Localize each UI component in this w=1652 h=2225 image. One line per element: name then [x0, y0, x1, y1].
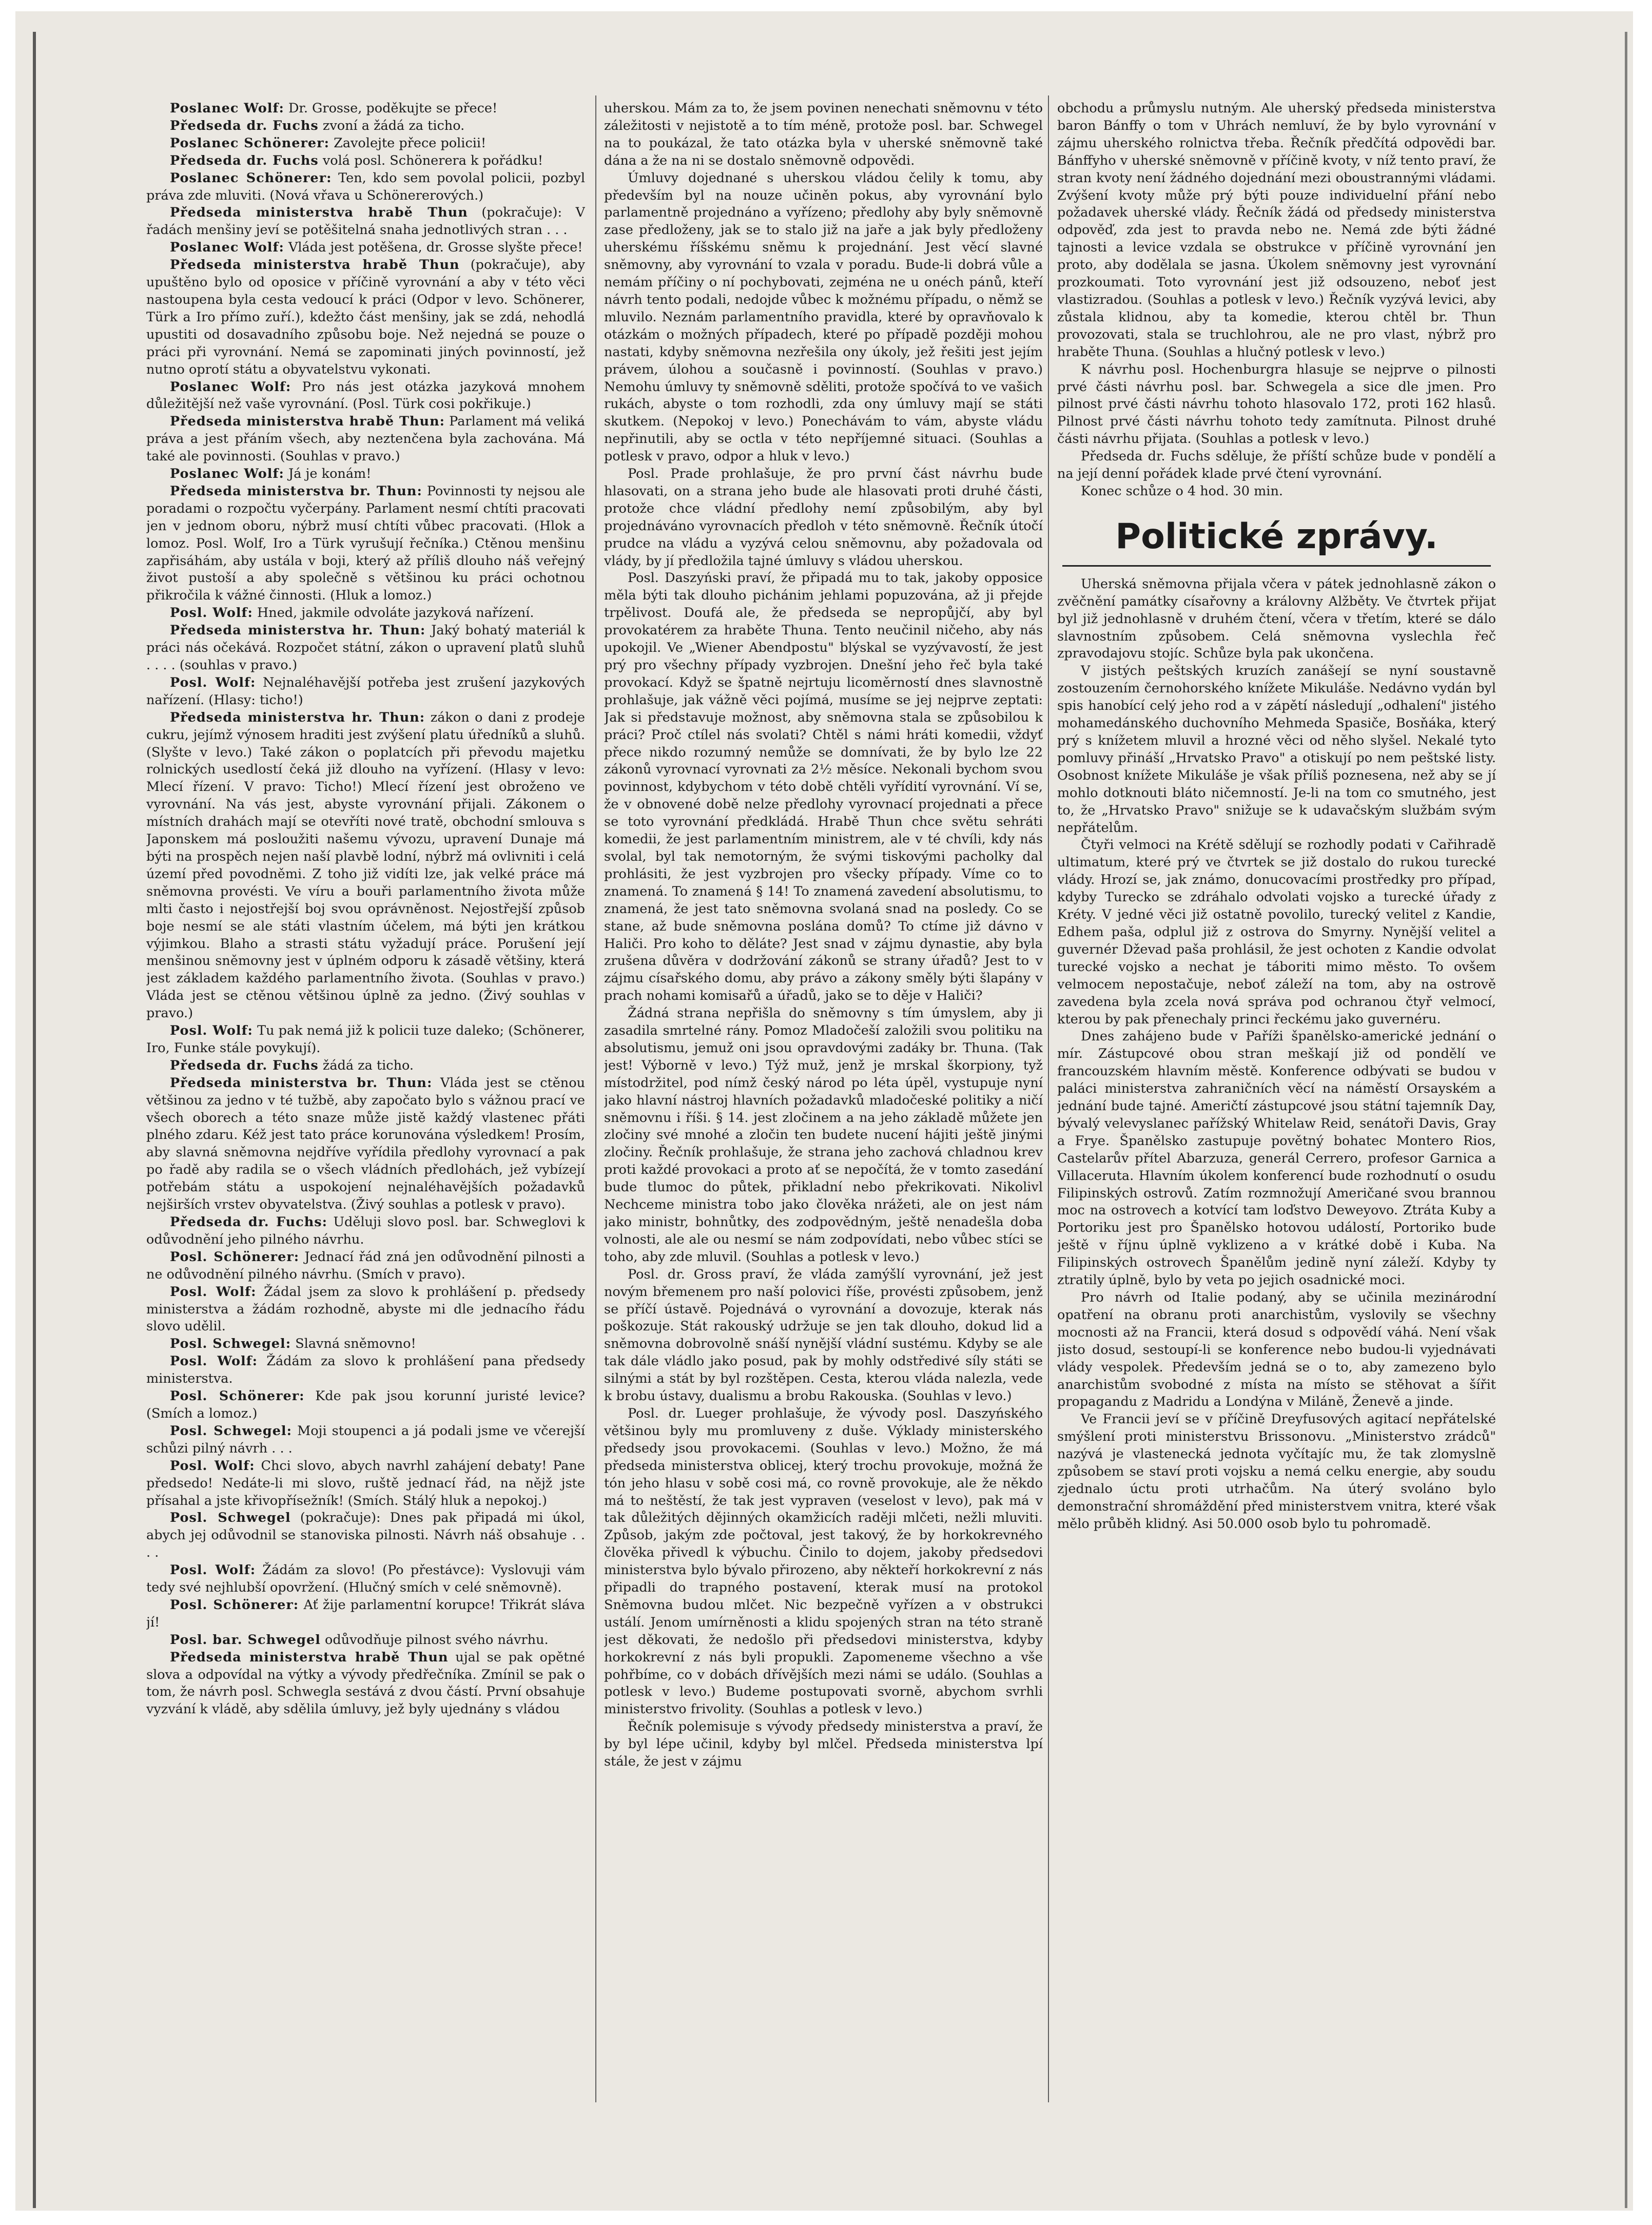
speech-paragraph [146, 1423, 585, 1458]
speech-text: odůvodňuje pilnost svého návrhu. [320, 1632, 549, 1648]
speech-paragraph [146, 1353, 585, 1388]
speaker-name: Poslanec Wolf: [170, 101, 284, 116]
speech-text: Zavolejte přece policii! [329, 135, 487, 151]
speech-paragraph [146, 622, 585, 674]
speech-paragraph [146, 466, 585, 483]
speech-paragraph [146, 1284, 585, 1336]
speech-text: Uděluji slovo posl. bar. Schweglovi k odůvodnění jeho pilného návrhu. [146, 1214, 585, 1247]
speaker-name: Předseda ministerstva hrabě Thun [170, 257, 460, 273]
speech-paragraph [146, 674, 585, 709]
speech-text: zákon o dani z prodeje cukru, jejímž výnosem hraditi jest zvýšení platu úředníků a sluhů. (Slyšte v levo.) Také zákon o poplatcích při převodu majetku rolnických usedlostí čeká již dlouho na vyřízení. (Hlasy v levo: Mlecí řízení. V pravo: Ticho!) Mlecí řízení jest obroženo ve vyrovnání. Na vás jest, abyste vyrovnání přijali. Zákonem o místních drahách mají se otevříti nové tratě, obchodní smlouva s Japonskem má posloužiti našemu vývozu, upravení Dunaje má býti na prospěch nejen naší plavbě lodní, nýbrž má ovlivniti i celá území před povodněmi. Z toho již vidíti lze, jak velké práce má sněmovna provésti. Ve víru a bouři parlamentního života může mlti často i nejostřejší boj svou oprávněnost. Nejostřejší způsob boje nesmí se ale státi vlastním účelem, má býti jen krátkou výjimkou. Blaho a strasti státu vyžadují práce. Porušení její menšinou sněmovny jest v úplném odporu k zásadě většiny, která jest základem každého parlamentního života. (Souhlas v pravo.) Vláda jest se ctěnou většinou úplně za jedno. (Živý souhlas v pravo.) [146, 709, 585, 1021]
article-paragraph: V jistých peštských kruzích zanášejí se nyní soustavně zostouzením černohorského knížete Mikuláše. Nedávno vydán byl spis hanobící celý jeho rod a v zápětí následují „odhalení" jistého mohamedánského duchovního Mehmeda Spasiče, Bosňáka, který prý s knížetem mluvil a hrozné věci od něho slyšel. Nekalé tyto pomluvy přináší „Hrvatsko Pravo" a otiskují po nem peštské listy. Osobnost knížete Mikuláše je však příliš poznesena, než aby se jí mohlo dotknouti bláto ničemností. Je-li na tom co smutného, jest to, že „Hrvatsko Pravo" snižuje se k udavačským službám svým nepřátelům. [1057, 663, 1496, 836]
speaker-name: Posl. Wolf: [170, 1562, 256, 1578]
speaker-name: Posl. Schwegel [170, 1510, 291, 1526]
speaker-name: Poslanec Wolf: [170, 466, 284, 482]
speech-text: Chci slovo, abych navrhl zahájení debaty! Pane předsedo! Nedáte-li mi slovo, ruště jednací řád, na nějž jste přísahal a jste křivopřísežník! (Smích. Stálý hluk a nepokoj.) [146, 1458, 585, 1508]
speech-paragraph [146, 204, 585, 239]
speaker-name: Posl. Wolf: [170, 674, 256, 690]
article-paragraph: Dnes zahájeno bude v Paříži španělsko-americké jednání o mír. Zástupcové obou stran meškají již od pondělí ve francouzském hlavním městě. Konference odbývati se budou v paláci ministerstva zahraničních věcí na náměstí Orsayském a jednání bude tajné. Američtí zástupcové jsou státní tajemník Day, bývalý velevyslanec pařížský Whitelaw Reid, senátoři Davis, Gray a Frye. Španělsko zastupuje povětný bohatec Montero Rios, Castelarův přítel Abarzuza, generál Cerrero, profesor Garnica a Villaceruta. Hlavním úkolem konferencí bude rozhodnutí o osudu Filipinských ostrovů. Zatím rozmnožují Američané svou brannou moc na ostrovech a kotvící tam loďstvo Deweyovo. Ztráta Kuby a Portoriku jest pro Španělsko hotovou událostí, Portoriko bude ještě v říjnu úplně vyklizeno a v krátké době i Kuba. Na Filipinských ostrovech Španělům jedině nyní záleží. Kdyby ty ztratily úplně, bylo by veta po jejich osadnické moci. [1057, 1029, 1496, 1288]
speech-text: Tu pak nemá již k policii tuze daleko; (Schönerer, Iro, Funke stále povykují). [146, 1023, 585, 1056]
speech-text: Žádám za slovo! (Po přestávce): Vyslovuji vám tedy své nejhlubší opovržení. (Hlučný smích v celé sněmovně). [146, 1562, 585, 1596]
column-right [1057, 100, 1496, 2102]
speech-text: žádá za ticho. [318, 1057, 414, 1073]
speaker-name: Posl. bar. Schwegel [170, 1632, 321, 1648]
column-rule [595, 95, 596, 2102]
speech-text: volá posl. Schönerera k pořádku! [318, 152, 543, 168]
speech-paragraph [146, 257, 585, 378]
speech-text: Moji stoupenci a já podali jsme ve včerejší schůzi pilný návrh . . . [146, 1423, 585, 1456]
speech-paragraph [146, 1249, 585, 1284]
article-paragraph: obchodu a průmyslu nutným. Ale uherský předseda ministerstva baron Bánffy o tom v Uhrách nemluví, že by bylo vyrovnání v zájmu uherského rolnictva třeba. Řečník předčítá odpovědi bar. Bánffyho v uherské sněmovně v příčině kvoty, v níž tento praví, že stran kvoty není žádného dojednání mezi oboustrannými vládami. Zvýšení kvoty může prý býti pouze individuelní přání nebo požadavek uherské vlády. Řečník žádá od předsedy ministerstva odpověď, zda jest to pravda nebo ne. Nemá zde býti žádné tajnosti a levice vzdala se obstrukce v příčině vyrovnání jen proto, aby dodělala se jasna. Úkolem sněmovny jest vyrovnání prozkoumati. Toto vyrovnání jest již odsouzeno, neboť jest vlastizradou. (Souhlas a potlesk v levo.) Řečník vyzývá levici, aby zůstala klidnou, aby ta komedie, kterou chtěl br. Thun provozovati, stala se truchlohrou, ale ne pro vlast, nýbrž pro hraběte Thuna. (Souhlas a hlučný potlesk v levo.) [1057, 101, 1496, 360]
speaker-name: Posl. Schwegel: [170, 1423, 293, 1439]
speaker-name: Posl. Wolf: [170, 1458, 255, 1474]
article-paragraph: Předseda dr. Fuchs sděluje, že příští schůze bude v pondělí a na její denní pořádek klade prvé čtení vyrovnání. [1057, 449, 1496, 482]
column-middle [604, 100, 1043, 2102]
speaker-name: Předseda ministerstva hrabě Thun [170, 1649, 449, 1665]
speech-paragraph [146, 1562, 585, 1597]
speaker-name: Předseda ministerstva hr. Thun: [170, 709, 425, 725]
speech-paragraph [146, 100, 585, 118]
article-paragraph: Konec schůze o 4 hod. 30 min. [1081, 483, 1283, 499]
speech-paragraph [146, 118, 585, 135]
speech-text: Já je konám! [284, 466, 372, 482]
speaker-name: Předseda dr. Fuchs: [170, 1214, 328, 1230]
article-paragraph: Čtyři velmoci na Krétě sdělují se rozhodly podati v Cařihradě ultimatum, které prý ve čtvrtek se již dostalo do rukou turecké vlády. Hrozí se, jak známo, donucovacími prostředky pro případ, kdyby Turecko se zdráhalo odvolati vojsko a turecké úřady z Kréty. V jedné věci již ostatně povolilo, turecký velitel z Kandie, Edhem paša, odplul již z ostrova do Smyrny. Nynější velitel a guvernér Dževad paša prohlásil, že jest ochoten z Kandie odvolat turecké vojsko a nechat je táboriti mimo město. To ovšem velmocem nepostačuje, neboť záleží na tom, aby na ostrově zavedena byla zcela nová správa pod ochranou čtyř velmocí, kterou by pak přenechaly princi řeckému jako guvernéru. [1057, 837, 1496, 1027]
speech-text: Slavná sněmovno! [291, 1336, 416, 1352]
speaker-name: Předseda ministerstva br. Thun: [170, 483, 422, 499]
speaker-name: Posl. Wolf: [170, 1284, 257, 1300]
article-paragraph: Úmluvy dojednané s uherskou vládou čelily k tomu, aby především byl na nouze učiněn pokus, aby vyrovnání bylo parlamentně projednáno a vyřízeno; předlohy aby byly sněmovně zase předloženy, jak se to stalo již na jaře a jak byly předloženy uherskému říšskému sněmu k projednání. Jest věcí slavné sněmovny, aby vyrovnání to vzala v poradu. Bude-li dobrá vůle a nemám příčiny o ní pochybovati, zejména ne u onéch pánů, kteří návrh tento podali, nedojde vůbec k možnému případu, o němž se mluvilo. Neznám parlamentního pravidla, které by opravňovalo k otázkám o možných případech, které po případě později mohou nastati, kdyby sněmovna nezřešila ony úkoly, jež řešiti jest jejím právem, úlohou a současně i povinností. (Souhlas v pravo.) Nemohu úmluvy ty sněmovně sděliti, protože spočívá to ve vašich rukách, abyste o tom rozhodli, zda ony úmluvy mají se státi skutkem. (Nepokoj v levo.) Ponechávám to vám, abyste vládu nepřinutili, aby se octla v této nepříjemné situaci. (Souhlas a potlesk v pravo, odpor a hluk v levo.) [604, 170, 1043, 465]
scan-edge-right [1625, 32, 1627, 2208]
speech-paragraph [146, 413, 585, 466]
speech-text: Žádám za slovo k prohlášení pana předsedy ministerstva. [146, 1353, 585, 1387]
column-right-bottom [1057, 576, 1496, 1533]
speech-paragraph [146, 1075, 585, 1214]
speaker-name: Posl. Schönerer: [170, 1249, 300, 1265]
speech-paragraph [146, 483, 585, 605]
speech-text: Ať žije parlamentní korupce! Třikrát sláva jí! [146, 1597, 585, 1630]
speech-text: Pro nás jest otázka jazyková mnohem důležitější než vaše vyrovnání. (Posl. Türk cosi pokřikuje.) [146, 379, 585, 412]
speech-paragraph [146, 1632, 585, 1649]
speaker-name: Předseda ministerstva br. Thun: [170, 1075, 433, 1091]
article-paragraph: Posl. Daszyński praví, že připadá mu to tak, jakoby opposice měla býti tak dlouho pichánim jehlami popuzována, až ji přejde trpělivost. Doufá ale, že předseda se nepropůjčí, aby byl provokatérem za hraběte Thuna. Tento neučinil ničeho, aby nás upokojil. Ve „Wiener Abendpostu" blýskal se vyzývavostí, že jest prý pro všechny případy vyzbrojen. Dnešní jeho řeč byla také provokací. Když se špatně nejrtuju licoměrností dnes slavnostně prohlašuje, jak vážně věci pojímá, musíme se jej nejprve zeptati: Jak si představuje možnost, aby sněmovna stala se způsobilou k práci? Proč ctílel nás svolati? Chtěl s námi hráti komedii, vždyť přece nikdo rozumný nemůže se domnívati, že by bylo lze 22 zákonů vyrovnací vyrovnati za 2½ měsíce. Nekonali bychom svou povinnost, kdybychom v této době chtěli vyřídití vyrovnání. Ví se, že v obnovené době nelze předlohy vyrovnací projednati a přece se toto vyrovnání předkládá. Hrabě Thun chce světu sehráti komedii, že jest parlamentním ministrem, ale v té chvíli, kdy nás svolal, byl tak nemotorným, že svými tiskovými pacholky dal prohlásiti, že jest vyzbrojen pro všecky případy. Víme co to znamená. To znamená § 14! To znamená zavedení absolutismu, to znamená, že jest tato sněmovna svolaná snad na posledy. Co se stane, až bude sněmovna poslána domů? To ctíme již dávno v Haliči. Pro koho to děláte? Jest snad v zájmu dynastie, aby byla zrušena důvěra v dodržování zákonů se strany úřadů? Jest to v zájmu císařského domu, aby právo a zákony směly býti šlapány v prach nohami komisařů a úřadů, jako se to děje v Haliči? [604, 570, 1043, 1004]
speech-paragraph [146, 1022, 585, 1057]
speech-paragraph [146, 1597, 585, 1632]
speech-paragraph [146, 1458, 585, 1510]
speaker-name: Poslanec Schönerer: [170, 135, 329, 151]
speech-paragraph [146, 1336, 585, 1353]
speech-paragraph [146, 135, 585, 152]
speech-paragraph [146, 605, 585, 622]
speech-paragraph [146, 379, 585, 414]
article-paragraph: K návrhu posl. Hochenburgra hlasuje se nejprve o pilnosti prvé části návrhu posl. bar. Schwegela a sice dle jmen. Pro pilnost prvé části návrhu tohoto hlasovalo 172, proti 162 hlasů. Pilnost prvé části návrhu tohoto tedy zamítnuta. Pilnost druhé části návrhu přijata. (Souhlas a potlesk v levo.) [1057, 361, 1496, 447]
speech-text: (pokračuje), aby upuštěno bylo od oposice v příčině vyrovnání a aby v této věci nastoupena byla cesta vedoucí k práci (Odpor v levo. Schönerer, Türk a Iro přímo zuří.), kdežto část menšiny, jak se zdá, nehodlá upustiti od dosavadního způsobu boje. Než nejedná se pouze o práci při vyrovnání. Nemá se zapominati jiných povinností, jež nutno oprotí státu a obyvatelstvu vykonati. [146, 257, 585, 377]
heading-rule [1062, 565, 1491, 567]
speech-paragraph [146, 709, 585, 1022]
speech-text: Hned, jakmile odvoláte jazyková nařízení. [252, 605, 534, 621]
speech-text: Žádal jsem za slovo k prohlášení p. předsedy ministerstva a žádám rozhodně, abyste mi dle jednacího řádu slovo udělil. [146, 1284, 585, 1334]
speech-paragraph [146, 1057, 585, 1075]
speaker-name: Poslanec Schönerer: [170, 170, 332, 186]
speech-text: Vláda jest se ctěnou většinou za jedno v té tužbě, aby započato bylo s vážnou prací ve všech oborech a této snaze může jistě každý vlastenec přáti plného zdaru. Kéž jest tato práce korunována výsledkem! Prosím, aby slavná sněmovna nejdříve vyřídila předlohy vyrovnací a pak po řadě aby radila se o všech vládních předlohách, jež vybízejí potřebám státu a uspokojení nejnaléhavějších požadavků nejširších vrstev obyvatelstva. (Živý souhlas a potlesk v pravo). [146, 1075, 585, 1213]
speech-paragraph [146, 239, 585, 257]
speech-paragraph [146, 1388, 585, 1423]
speaker-name: Poslanec Wolf: [170, 379, 291, 395]
speaker-name: Posl. Schönerer: [170, 1388, 305, 1404]
speaker-name: Posl. Schwegel: [170, 1336, 291, 1352]
article-paragraph: Pro návrh od Italie podaný, aby se učinila mezinárodní opatření na obranu proti anarchistům, vyslovily se všechny mocnosti až na Francii, která dosud s odpovědí váhá. Není však jisto dosud, sestoupí-li se konference nebo budou-li vyjednávati vlády vespolek. Především jedná se o to, aby zamezeno bylo anarchistům svobodné z místa na místo se stěhovat a šířit propagandu z Madridu a Londýna v Miláně, Ženevě a jinde. [1057, 1290, 1496, 1410]
speech-text: ujal se pak opětné slova a odpovídal na výtky a vývody předřečníka. Zmínil se pak o tom, že návrh posl. Schwegla sestává z dvou částí. První obsahuje vyzvání k vládě, aby sdělila úmluvy, jež byly ujednány s vládou [146, 1649, 585, 1717]
speech-text: Dr. Grosse, poděkujte se přece! [284, 101, 498, 116]
speech-text: (pokračuje): V řadách menšiny jeví se potěšitelná snaha jednotlivých stran . . . [146, 205, 585, 238]
speaker-name: Poslanec Wolf: [170, 240, 284, 256]
article-paragraph: Žádná strana nepřišla do sněmovny s tím úmyslem, aby ji zasadila smrtelné rány. Pomoz Mladočeší založili svou politiku na absolutismu, jemuž oni jsou opravdovými zadáky br. Thuna. (Tak jest! Výborně v levo.) Týž muž, jenž je mrskal škorpiony, tyž místodržitel, pod nímž český národ po léta úpěl, vystupuje nyní jako hlavní nástroj hlavních požadavků mladočeské politiky a ničí sněmovnu i říši. § 14. jest zločinem a na jeho základě můžete jen zločiny své mnohé a zločin ten budete nucení hájiti ještě jinými zločiny. Řečník prohlašuje, že strana jeho zachová chladnou krev proti každé provokaci a proto ať se nepočítá, že v tomto zasedání bude tlumoc do půtek, přikladní nebo překrikovati. Nikolivl Nechceme ministra tobo jako člověka nrážeti, ale on jest nám jako ministr, bohnůtky, des zodpovědným, ještě nenadešla doba volnosti, ale ale ou nesmí se nám zodpovídati, nebo vůbec stíci se toho, aby zde mluvil. (Souhlas a potlesk v levo.) [604, 1005, 1043, 1265]
article-paragraph: uherskou. Mám za to, že jsem povinen nenechati sněmovnu v této záležitosti v nejistotě a to tím méně, protože posl. bar. Schwegel na to poukázal, že tato otázka byla v uherské sněmovně také dána a že na ni se dostalo sněmovně odpovědi. [604, 101, 1043, 168]
speech-text: Ten, kdo sem povolal policii, pozbyl práva zde mluviti. (Nová vřava u Schönererových.) [146, 170, 585, 203]
column-right-top [1057, 100, 1496, 500]
article-paragraph: Posl. Prade prohlašuje, že pro první část návrhu bude hlasovati, on a strana jeho bude ale hlasovati proti druhé části, protože chce vládní předlohy nemí způsobilým, aby byl projednáváno vyrovnacích předloh v této sněmovně. Řečník útočí prudce na vládu a vyzývá celou sněmovnu, aby požadovala od vlády, by jí předložila tajné úmluvy s vládou uherskou. [604, 466, 1043, 569]
speaker-name: Předseda dr. Fuchs [170, 118, 319, 133]
speaker-name: Posl. Schönerer: [170, 1597, 299, 1613]
column-rule [1048, 95, 1049, 2102]
speech-text: Vláda jest potěšena, dr. Grosse slyšte přece! [284, 240, 583, 256]
speaker-name: Předseda ministerstva hr. Thun: [170, 623, 426, 639]
speaker-name: Posl. Wolf: [170, 1023, 253, 1039]
speech-text: Jednací řád zná jen odůvodnění pilnosti a ne odůvodnění pilného návrhu. (Smích v pravo). [146, 1249, 585, 1282]
article-paragraph: Posl. dr. Lueger prohlašuje, že vývody posl. Daszyńského většinou byly mu promluveny z duše. Výklady ministerského předsedy jsou provokacemi. (Souhlas v levo.) Možno, že má předseda ministerstva oblicej, který trochu provokuje, možná že tón jeho hlasu v sobě cosi má, co rovně provokuje, ale že někdo má to neštěstí, že tak jest vypraven (veselost v levo), pak má v tak důležitých dějinných okamžicích raději mlčeti, nežli mluviti. Způsob, jakým zde počtoval, jest takový, že by horkokrevného člověka přivedl k výbuchu. Činilo to dojem, jakoby předsedovi ministerstva bylo bývalo přirozeno, aby někteří horkokrevní z nás připadli do trapného postavení, kterak musí na protokol Sněmovna budou mlčet. Nic bezpečně vyřízen a v obstrukci ustálí. Jenom umírněnosti a klidu spojených stran na této straně jest děkovati, že nedošlo při předsedovi ministerstva, kdyby horkokrevní z nás byli propukli. Zapomeneme všechno a vše pohřbíme, co v dobách dřívějších mezi námi se událo. (Souhlas a potlesk v levo.) Budeme postupovati svorně, abychom svrhli ministerstvo frivolity. (Souhlas a potlesk v levo.) [604, 1405, 1043, 1717]
article-paragraph: Posl. dr. Gross praví, že vláda zamýšlí vyrovnání, jež jest novým břemenem pro naší polovici říše, provésti způsobem, jenž se příčí ústavě. Pojednává o vyrovnání a dovozuje, kterak nás poškozuje. Stát rakouský udržuje se jen tak dlouho, dokud lid a sněmovna dobrovolně snáší nynější vládní sustému. Kdyby se ale tak dále vládlo jako posud, pak by mohly odstředivé síly státi se silnými a stát by byl rozštěpen. Cesta, kterou vláda nalezla, vede k brobu ústavy, dualismu a brobu Rakouska. (Souhlas v levo.) [604, 1266, 1043, 1404]
speech-paragraph [146, 1649, 585, 1719]
speaker-name: Předseda ministerstva hrabě Thun [170, 205, 468, 221]
scan-edge-left [33, 32, 36, 2208]
article-paragraph: Uherská sněmovna přijala včera v pátek jednohlasně zákon o zvěčnění památky císařovny a královny Alžběty. Ve čtvrtek přijat byl již jednohlasně v druhém čtení, včera v třetím, které se dálo slavnostním způsobem. Celá sněmovna vyslechla řeč zpravodajovu stojíc. Schůze byla pak ukončena. [1057, 576, 1496, 662]
speech-paragraph [146, 152, 585, 170]
article-paragraph: Řečník polemisuje s vývody předsedy ministerstva a praví, že by byl lépe učinil, kdyby byl mlčel. Předseda ministerstva lpí stále, že jest v zájmu [604, 1719, 1043, 1770]
speech-text: (pokračuje): Dnes pak připadá mi úkol, abych jej odůvodnil se stanoviska pilnosti. Návrh náš obsahuje . . . . [146, 1510, 585, 1561]
speech-text: Povinnosti ty nejsou ale poradami o rozpočtu vyčerpány. Parlament nesmí chtíti pracovati jen v jednom oboru, nýbrž musí chtíti vůbec pracovati. (Hlok a lomoz. Posl. Wolf, Iro a Türk vyrušují řečníka.) Ctěnou menšinu zapřisáhám, aby ustála v boji, který až příliš dlouho náš veřejný život pustoší a aby společně s většinou ku práci ochotnou přikročila k vážné činnosti. (Hluk a lomoz.) [146, 483, 585, 604]
speech-text: Jaký bohatý materiál k práci nás očekává. Rozpočet státní, zákon o upravení platů sluhů . . . . (souhlas v pravo.) [146, 623, 585, 673]
speech-text: Parlament má veliká práva a jest přáním všech, aby neztenčena byla zachována. Má také ale povinnosti. (Souhlas v pravo.) [146, 414, 585, 465]
speaker-name: Předseda ministerstva hrabě Thun: [170, 414, 445, 430]
speech-text: zvoní a žádá za ticho. [318, 118, 465, 133]
speech-text: Kde pak jsou korunní juristé levice? (Smích a lomoz.) [146, 1388, 585, 1421]
section-heading: Politické zprávy. [1115, 516, 1438, 557]
speech-text: Nejnaléhavější potřeba jest zrušení jazykových nařízení. (Hlasy: ticho!) [146, 674, 585, 708]
speaker-name: Posl. Wolf: [170, 1353, 258, 1369]
speaker-name: Posl. Wolf: [170, 605, 253, 621]
speaker-name: Předseda dr. Fuchs [170, 1057, 319, 1073]
article-paragraph: Ve Francii jeví se v příčině Dreyfusových agitací nepřátelské smýšlení proti ministerstvu Brissonovu. „Ministerstvo zrádců" nazývá je vlastenecká jednota vyčítajíc mu, že tak zlomyslně způsobem se staví proti vojsku a nemá celku energie, aby soudu zjednalo úctu proti utrhačům. Na úterý svoláno bylo demonstrační shromáždění před ministerstvem vnitra, které však mělo průběh klidný. Asi 50.000 osob bylo tu pohromadě. [1057, 1411, 1496, 1532]
column-left [146, 100, 585, 2102]
speech-paragraph [146, 170, 585, 205]
speech-paragraph [146, 1510, 585, 1562]
speech-paragraph [146, 1214, 585, 1249]
speaker-name: Předseda dr. Fuchs [170, 152, 319, 168]
